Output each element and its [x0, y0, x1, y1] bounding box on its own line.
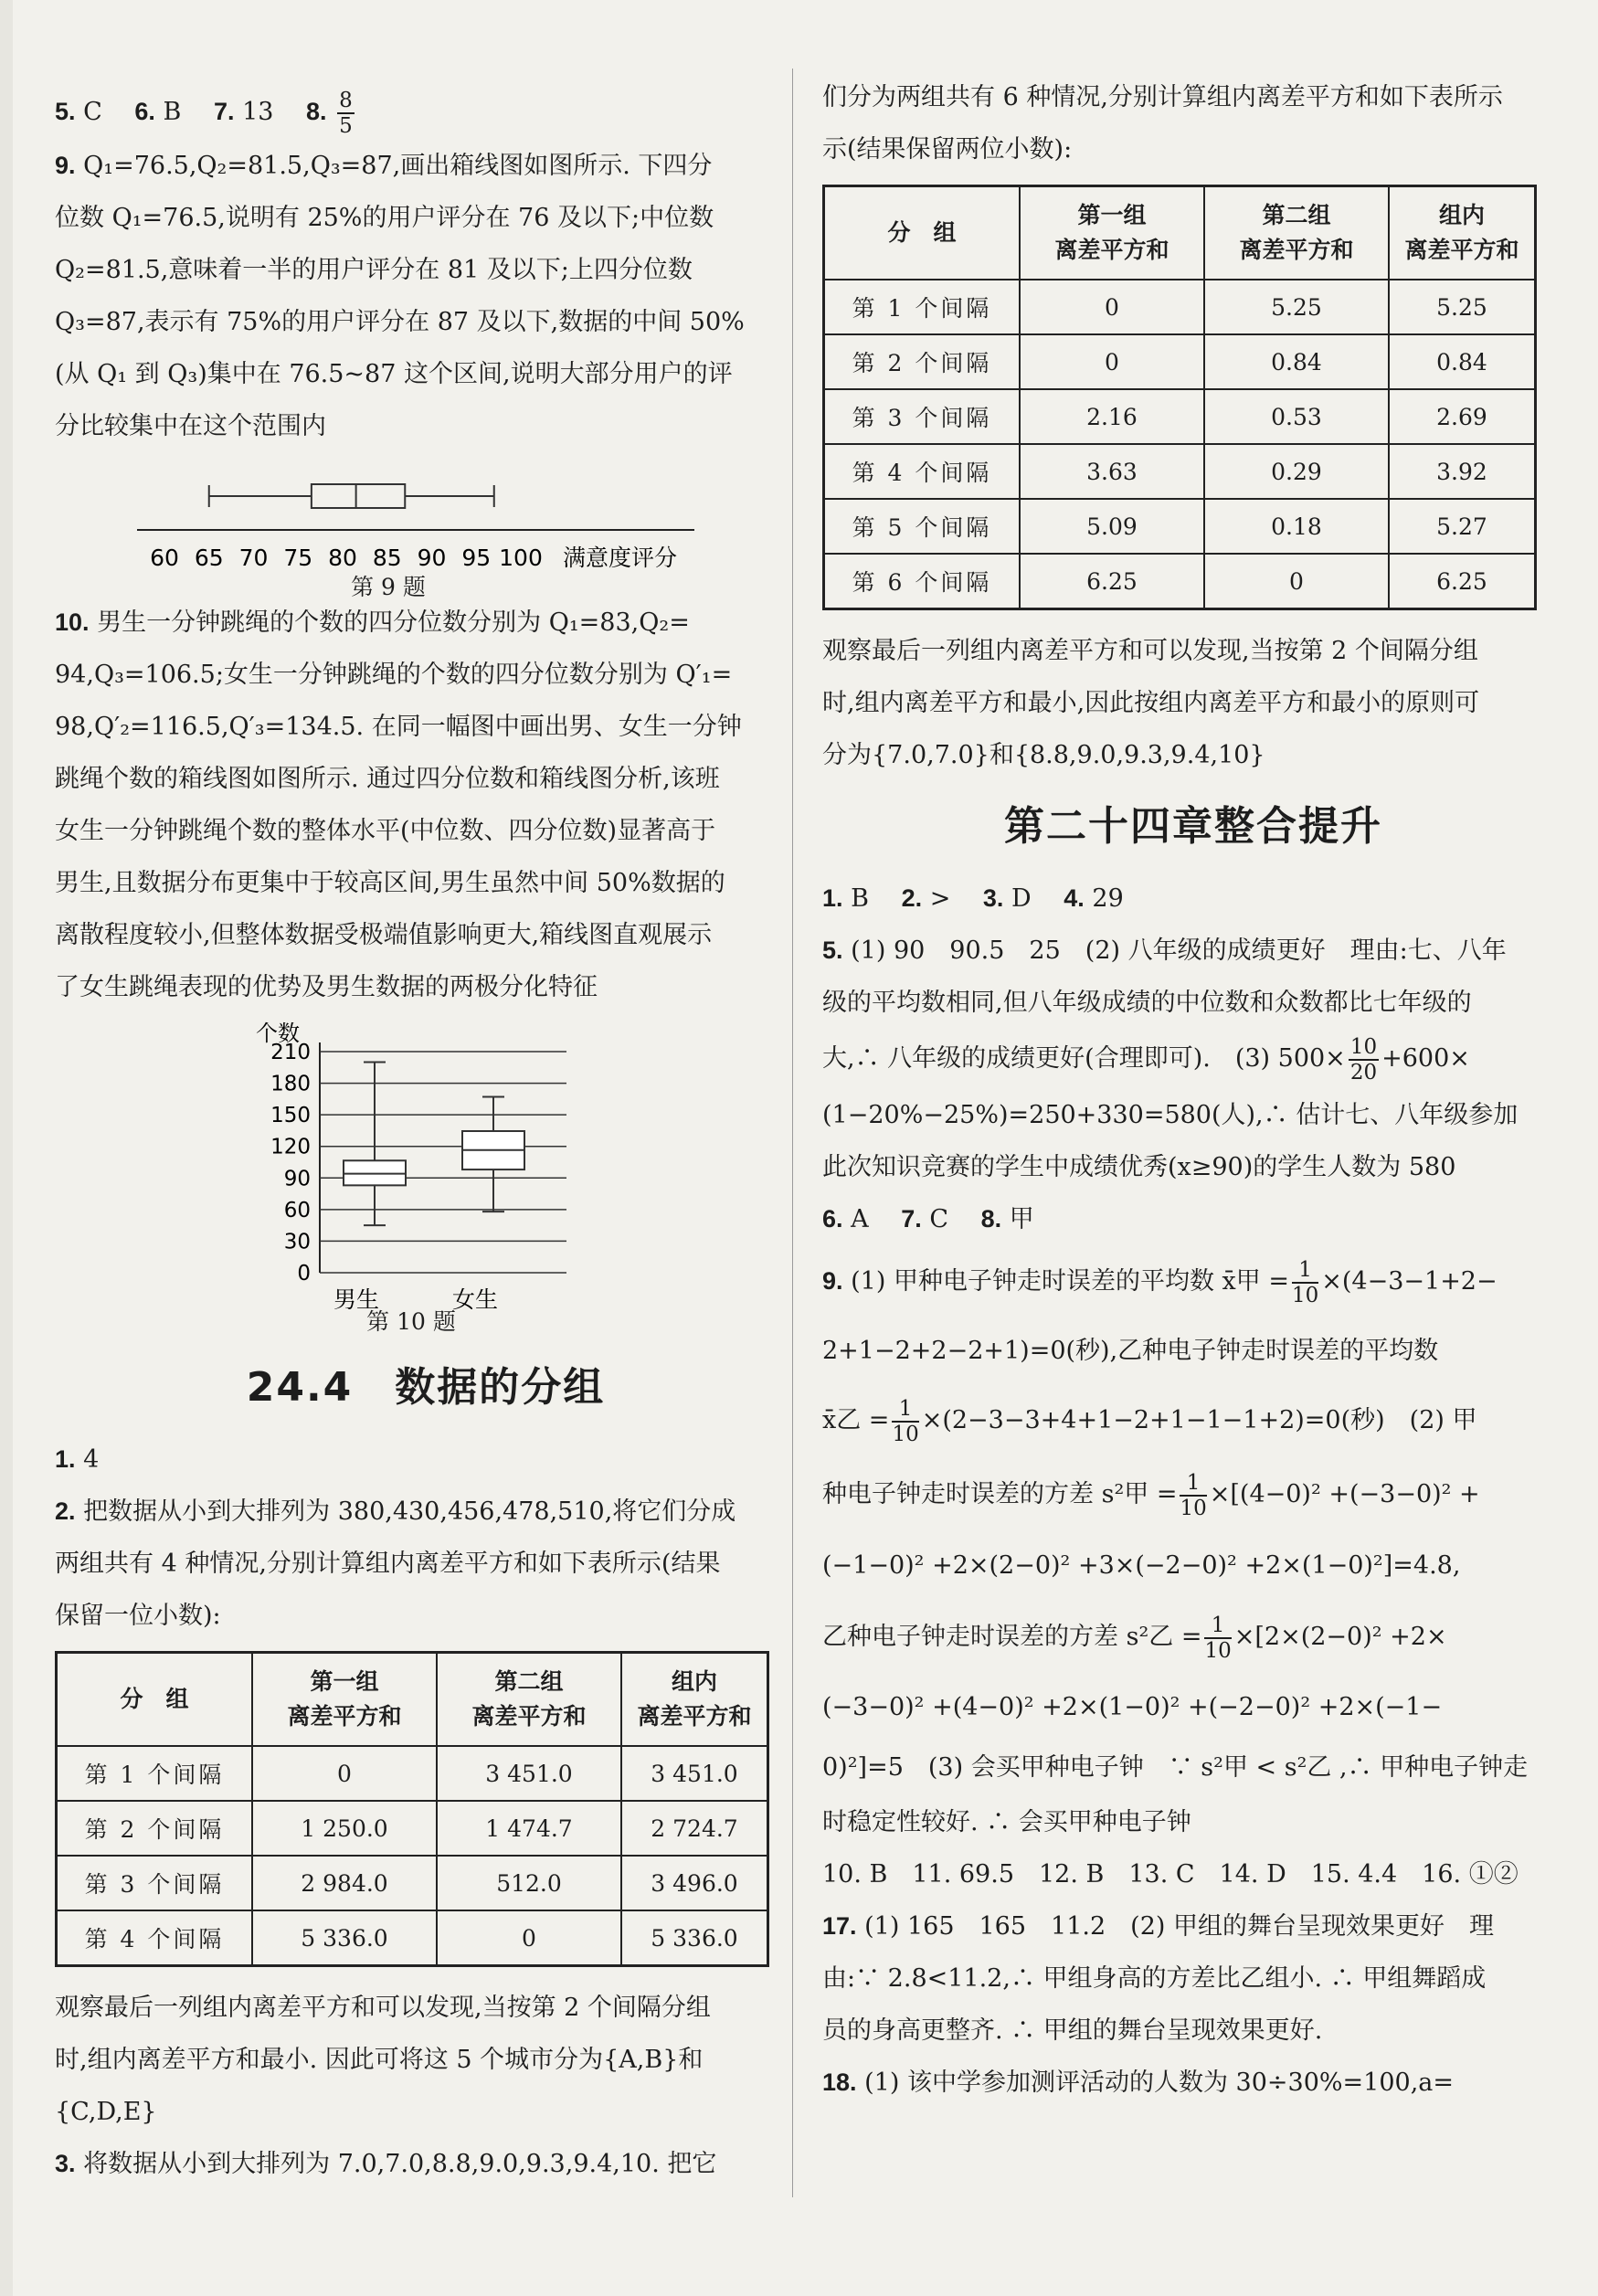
x-category-label: 男生: [333, 1286, 380, 1313]
table-row: [824, 499, 1536, 554]
figure-10-boxplot: [55, 1013, 749, 1315]
header-group1: [1020, 186, 1204, 280]
table-cell: 0.18: [1204, 499, 1389, 554]
figure-9-boxplot: [55, 452, 749, 580]
header-line: 离差平方和: [1404, 237, 1519, 263]
q9-line: 时稳定性较好. ∴ 会买甲种电子钟: [822, 1808, 1191, 1836]
q9-line-part: 乙种电子钟走时误差的方差 s²乙 =: [822, 1623, 1202, 1651]
answers-5-8: [55, 0, 797, 31]
q9-line: Q₂=81.5,意味着一半的用户评分在 81 及以下;上四分位数: [55, 256, 693, 284]
s2-number: 2.: [55, 1497, 76, 1525]
table-cell: 5 336.0: [621, 1910, 768, 1966]
table-cell: 5 336.0: [252, 1910, 437, 1966]
header-group2: [437, 1653, 621, 1747]
table-cell: 512.0: [437, 1856, 621, 1910]
table-cell: 0: [252, 1746, 437, 1801]
q1-answer: B: [851, 884, 869, 913]
x-tick-label: 90: [417, 545, 447, 571]
q5-number: 5.: [822, 936, 843, 964]
q9-line-part: ×[(4−0)² +(−3−0)² +: [1209, 1480, 1480, 1508]
header-group: 分 组: [824, 186, 1021, 280]
q5-line: 此次知识竞赛的学生中成绩优秀(x≥90)的学生人数为 580: [822, 1153, 1456, 1181]
q10-line: 女生一分钟跳绳个数的整体水平(中位数、四分位数)显著高于: [55, 817, 716, 845]
q5-number: 5.: [55, 98, 76, 125]
q8-number: 8.: [980, 1205, 1002, 1233]
q17-line: (1) 165 165 11.2 (2) 甲组的舞台呈现效果更好 理: [864, 1912, 1494, 1941]
q9-line-part: (1) 甲种电子钟走时误差的平均数 x̄甲 =: [851, 1267, 1289, 1296]
q9-text: [822, 1245, 1564, 1317]
q4-number: 4.: [1064, 884, 1085, 912]
s2-line: 保留一位小数):: [55, 1602, 221, 1630]
table-cell: 第 2 个间隔: [57, 1801, 253, 1856]
q9-line: [822, 1456, 1564, 1533]
fraction-numerator: 1: [1180, 1471, 1206, 1497]
q9-fraction: [1180, 1471, 1206, 1520]
table-cell: 0.84: [1389, 334, 1536, 389]
figure-10: [55, 1013, 797, 1342]
table-cell: 2 984.0: [252, 1856, 437, 1910]
table-row: [57, 1910, 768, 1966]
figure-9-caption: 第 9 题: [351, 574, 426, 600]
answers-5-8-line: [55, 84, 797, 140]
q9-line: (−1−0)² +2×(2−0)² +3×(−2−0)² +2×(1−0)²]=4.8,: [822, 1551, 1461, 1580]
table-cell: 5.25: [1389, 280, 1536, 334]
q9-text: [55, 140, 797, 192]
table-cell: 3 496.0: [621, 1856, 768, 1910]
q1-number: 1.: [822, 884, 843, 912]
header-line: 组内: [671, 1668, 717, 1695]
q10-line: 离散程度较小,但整体数据受极端值影响更大,箱线图直观展示: [55, 921, 713, 949]
table-cell: 2.16: [1020, 389, 1204, 444]
page-left-edge: [0, 0, 13, 2296]
q10-text: [55, 597, 797, 649]
figure-9: [55, 452, 797, 600]
fraction-numerator: 10: [1349, 1034, 1378, 1059]
header-line: 第一组: [1077, 202, 1147, 228]
y-axis-label: 个数: [256, 1021, 300, 1046]
fraction-denominator: 10: [1291, 1283, 1319, 1307]
s3-text: [55, 2138, 797, 2190]
q9-line: 位数 Q₁=76.5,说明有 25%的用户评分在 76 及以下;中位数: [55, 204, 714, 232]
table-row: [57, 1801, 768, 1856]
q7-answer: C: [929, 1205, 949, 1233]
s3-number: 3.: [55, 2150, 76, 2177]
header-line: 离差平方和: [1054, 237, 1169, 263]
table-cell: 0: [1204, 554, 1389, 609]
table-cell: 6.25: [1389, 554, 1536, 609]
q7-number: 7.: [213, 98, 235, 125]
table-cell: 第 1 个间隔: [57, 1746, 253, 1801]
y-tick-label: 90: [283, 1167, 311, 1191]
fraction-numerator: 1: [1292, 1258, 1318, 1284]
header-line: 离差平方和: [637, 1703, 752, 1730]
q9-line-part: 种电子钟走时误差的方差 s²甲 =: [822, 1480, 1178, 1508]
header-line: 第二组: [1262, 202, 1331, 228]
q3-number: 3.: [982, 884, 1004, 912]
q9-fraction: [892, 1397, 918, 1446]
table-cell: 3.63: [1020, 444, 1204, 499]
q9-line: [822, 1599, 1564, 1676]
table-cell: 第 6 个间隔: [824, 554, 1021, 609]
s1-answer: 4: [83, 1445, 100, 1474]
q9-line: (从 Q₁ 到 Q₃)集中在 76.5~87 这个区间,说明大部分用户的评: [55, 360, 733, 388]
q10-line: 男生一分钟跳绳的个数的四分位数分别为 Q₁=83,Q₂=: [97, 608, 690, 637]
table-cell: 5.25: [1204, 280, 1389, 334]
q10-line: 94,Q₃=106.5;女生一分钟跳绳的个数的四分位数分别为 Q′₁=: [55, 661, 733, 689]
y-tick-label: 30: [283, 1230, 311, 1254]
s3-line: 将数据从小到大排列为 7.0,7.0,8.8,9.0,9.3,9.4,10. 把它: [83, 2150, 717, 2178]
q5-answer: C: [83, 98, 102, 126]
q6-answer: B: [163, 98, 182, 126]
x-tick-label: 65: [194, 545, 224, 571]
table-cell: 1 250.0: [252, 1801, 437, 1856]
fraction-denominator: 10: [1204, 1638, 1232, 1663]
q8-number: 8.: [306, 98, 327, 125]
q4-answer: 29: [1092, 884, 1124, 913]
s2-line: 两组共有 4 种情况,分别计算组内离差平方和如下表所示(结果: [55, 1550, 721, 1578]
table-cell: 2.69: [1389, 389, 1536, 444]
q2-number: 2.: [901, 884, 923, 912]
table-cell: 0: [1020, 334, 1204, 389]
q9-line: (−3−0)² +(4−0)² +2×(1−0)² +(−2−0)² +2×(−1−: [822, 1693, 1443, 1721]
header-line: 第二组: [494, 1668, 564, 1695]
right-flow: [822, 71, 1564, 2109]
header-within: [621, 1653, 768, 1747]
q5-line: (1−20%−25%)=250+330=580(人),∴ 估计七、八年级参加: [822, 1101, 1519, 1129]
table-cell: 第 2 个间隔: [824, 334, 1021, 389]
table-row: [824, 280, 1536, 334]
header-group2: [1204, 186, 1389, 280]
q9-line: Q₁=76.5,Q₂=81.5,Q₃=87,画出箱线图如图所示. 下四分: [83, 152, 713, 180]
table-row: [57, 1856, 768, 1910]
q5-text: [822, 925, 1564, 977]
table-2: [822, 185, 1537, 610]
table-row: [824, 554, 1536, 609]
q5-line-part: 大,∴ 八年级的成绩更好(合理即可). (3) 500×: [822, 1044, 1346, 1073]
q8-answer: 甲: [1009, 1205, 1034, 1233]
table-cell: 第 3 个间隔: [824, 389, 1021, 444]
q5-line-part: +600×: [1381, 1044, 1470, 1073]
q5-line: 级的平均数相同,但八年级成绩的中位数和众数都比七年级的: [822, 989, 1472, 1017]
q6-answer: A: [851, 1205, 869, 1233]
boxplot-group: [209, 484, 494, 508]
table-cell: 6.25: [1020, 554, 1204, 609]
y-tick-label: 120: [270, 1135, 311, 1159]
table-row: [824, 334, 1536, 389]
table-cell: 3.92: [1389, 444, 1536, 499]
header-line: 离差平方和: [287, 1703, 402, 1730]
q9-line: Q₃=87,表示有 75%的用户评分在 87 及以下,数据的中间 50%: [55, 308, 745, 336]
q5-line: [822, 1029, 1564, 1089]
q6-number: 6.: [134, 98, 155, 125]
s2-text: [55, 1486, 797, 1538]
fraction-numerator: 8: [339, 88, 353, 112]
table-cell: 5.09: [1020, 499, 1204, 554]
s1-number: 1.: [55, 1445, 76, 1473]
header-line: 离差平方和: [1239, 237, 1354, 263]
q10-line: 98,Q′₂=116.5,Q′₃=134.5. 在同一幅图中画出男、女生一分钟: [55, 713, 742, 741]
y-tick-label: 0: [297, 1262, 311, 1286]
table-header-row: [824, 186, 1536, 280]
y-tick-labels: [270, 1041, 311, 1286]
header-group: 分 组: [57, 1653, 253, 1747]
q9-fraction: [1292, 1258, 1318, 1307]
table-row: [824, 444, 1536, 499]
q6-number: 6.: [822, 1205, 843, 1233]
table-cell: 第 3 个间隔: [57, 1856, 253, 1910]
s3-conclusion-line: 时,组内离差平方和最小,因此按组内离差平方和最小的原则可: [822, 689, 1480, 717]
table-cell: 0: [437, 1910, 621, 1966]
fraction-numerator: 1: [892, 1397, 918, 1423]
q9-fraction: [1204, 1614, 1231, 1663]
q9-line: 分比较集中在这个范围内: [55, 412, 326, 440]
s3-cont-line: 们分为两组共有 6 种情况,分别计算组内离差平方和如下表所示: [822, 83, 1503, 111]
header-line: 离差平方和: [471, 1703, 587, 1730]
q10-line: 了女生跳绳表现的优势及男生数据的两极分化特征: [55, 973, 598, 1001]
x-category-label: 女生: [451, 1286, 499, 1313]
table-cell: 0.29: [1204, 444, 1389, 499]
q9-line: 2+1−2+2−2+1)=0(秒),乙种电子钟走时误差的平均数: [822, 1337, 1439, 1365]
figure-10-caption: 第 10 题: [366, 1308, 456, 1335]
s2-conclusion-line: 时,组内离差平方和最小. 因此可将这 5 个城市分为{A,B}和: [55, 2046, 704, 2074]
q3-answer: D: [1011, 884, 1032, 913]
q10-line: 跳绳个数的箱线图如图所示. 通过四分位数和箱线图分析,该班: [55, 765, 720, 793]
x-tick-labels: [150, 545, 543, 571]
table-1: [55, 1651, 769, 1967]
s2-conclusion-line: 观察最后一列组内离差平方和可以发现,当按第 2 个间隔分组: [55, 1994, 711, 2022]
x-tick-label: 95: [461, 545, 492, 571]
x-tick-label: 60: [150, 545, 179, 571]
table-cell: 0.53: [1204, 389, 1389, 444]
y-tick-label: 180: [270, 1072, 311, 1096]
header-line: 组内: [1438, 202, 1485, 228]
answers-1-4: [822, 873, 1564, 925]
table-cell: 1 474.7: [437, 1801, 621, 1856]
section-title-24-4: 24.4 数据的分组: [246, 1364, 606, 1411]
table-cell: 2 724.7: [621, 1801, 768, 1856]
table-cell: 0: [1020, 280, 1204, 334]
q2-answer: >: [929, 884, 951, 913]
chapter-title: 第二十四章整合提升: [1004, 803, 1382, 850]
q18-number: 18.: [822, 2069, 857, 2096]
x-tick-label: 70: [238, 545, 269, 571]
header-group1: [252, 1653, 437, 1747]
q7-answer: 13: [242, 98, 274, 126]
q8-fraction: [337, 89, 355, 138]
s3-cont-line: 示(结果保留两位小数):: [822, 135, 1073, 164]
x-axis-label: 满意度评分: [563, 545, 678, 571]
fraction-denominator: 10: [1180, 1496, 1207, 1520]
q9-line: [822, 1385, 1564, 1456]
q18-line: (1) 该中学参加测评活动的人数为 30÷30%=100,a=: [864, 2069, 1455, 2097]
table-cell: 第 1 个间隔: [824, 280, 1021, 334]
s3-conclusion-line: 观察最后一列组内离差平方和可以发现,当按第 2 个间隔分组: [822, 637, 1478, 665]
fraction-numerator: 1: [1204, 1614, 1231, 1639]
fraction-denominator: 5: [339, 113, 353, 138]
table-cell: 第 4 个间隔: [824, 444, 1021, 499]
table-cell: 第 4 个间隔: [57, 1910, 253, 1966]
x-tick-label: 80: [328, 545, 357, 571]
table-cell: 3 451.0: [437, 1746, 621, 1801]
header-line: 第一组: [310, 1668, 379, 1695]
fraction-denominator: 10: [892, 1422, 919, 1446]
left-flow: [55, 84, 797, 2190]
y-tick-label: 210: [270, 1041, 311, 1064]
q10-number: 10.: [55, 608, 90, 636]
q5-line: (1) 90 90.5 25 (2) 八年级的成绩更好 理由:七、八年: [851, 936, 1507, 965]
q9-number: 9.: [55, 152, 76, 179]
q9-line-part: ×[2×(2−0)² +2×: [1233, 1623, 1447, 1651]
table-cell: 0.84: [1204, 334, 1389, 389]
q9-line: 0)²]=5 (3) 会买甲种电子钟 ∵ s²甲 < s²乙 ,∴ 甲种电子钟走: [822, 1753, 1529, 1782]
s2-conclusion-line: {C,D,E}: [55, 2098, 157, 2126]
q9-line-part: ×(4−3−1+2−: [1321, 1267, 1497, 1296]
answers-6-8: [822, 1193, 1564, 1245]
q17-line: 由:∵ 2.8<11.2,∴ 甲组身高的方差比乙组小. ∴ 甲组舞蹈成: [822, 1964, 1487, 1993]
q17-line: 员的身高更整齐. ∴ 甲组的舞台呈现效果更好.: [822, 2016, 1323, 2045]
table-cell: 5.27: [1389, 499, 1536, 554]
left-column: [55, 0, 797, 31]
boxplot-group: [344, 1063, 524, 1226]
q7-number: 7.: [901, 1205, 922, 1233]
s3-conclusion-line: 分为{7.0,7.0}和{8.8,9.0,9.3,9.4,10}: [822, 741, 1265, 769]
q18-text: [822, 2057, 1564, 2109]
x-tick-label: 75: [283, 545, 313, 571]
table-row: [824, 389, 1536, 444]
q9-line-part: ×(2−3−3+4+1−2+1−1−1+2)=0(秒) (2) 甲: [921, 1406, 1477, 1434]
header-within: [1389, 186, 1536, 280]
fraction-denominator: 20: [1349, 1060, 1378, 1085]
q9-number: 9.: [822, 1267, 843, 1295]
q10-line: 男生,且数据分布更集中于较高区间,男生虽然中间 50%数据的: [55, 869, 725, 897]
table-row: [57, 1746, 768, 1801]
q17-number: 17.: [822, 1912, 857, 1940]
x-tick-label: 85: [372, 545, 402, 571]
s1-text: [55, 1434, 797, 1486]
table-cell: 第 5 个间隔: [824, 499, 1021, 554]
box-iqr: [312, 484, 405, 508]
q9-line-part: x̄乙 =: [822, 1406, 890, 1434]
s2-line: 把数据从小到大排列为 380,430,456,478,510,将它们分成: [83, 1497, 736, 1526]
x-tick-label: 100: [499, 545, 543, 571]
table-header-row: [57, 1653, 768, 1747]
q5-fraction: [1349, 1035, 1379, 1085]
table-cell: 3 451.0: [621, 1746, 768, 1801]
y-tick-label: 60: [283, 1198, 311, 1222]
answers-10-16: 10. B 11. 69.5 12. B 13. C 14. D 15. 4.4 16. ①②: [822, 1860, 1519, 1889]
y-tick-label: 150: [270, 1104, 311, 1128]
q17-text: [822, 1900, 1564, 1952]
